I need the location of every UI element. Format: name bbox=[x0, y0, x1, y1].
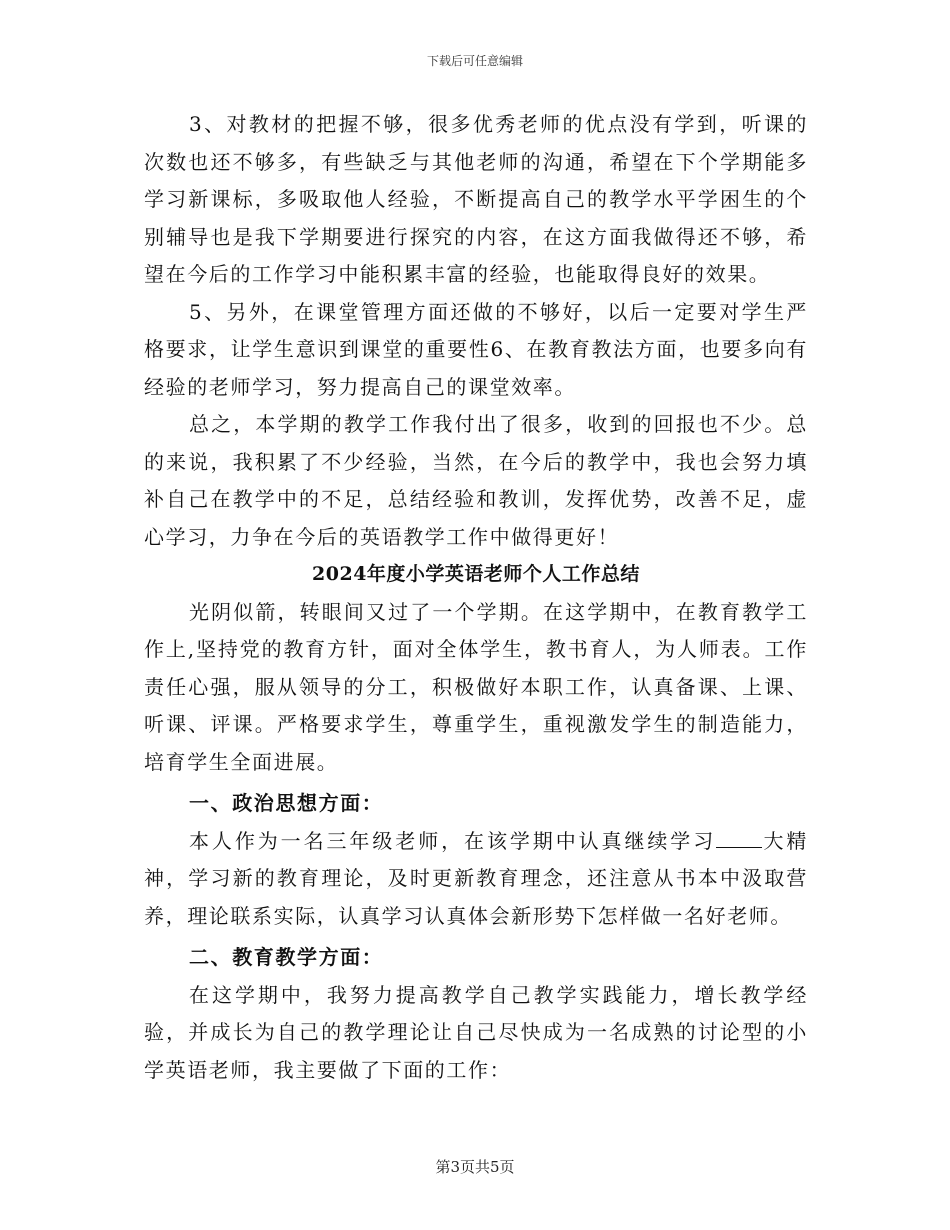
section-heading-political: 一、政治思想方面： bbox=[189, 791, 384, 815]
paragraph-political-before: 本人作为一名三年级老师，在该学期中认真继续学习 bbox=[189, 828, 717, 853]
blank-underline bbox=[716, 831, 762, 848]
paragraph-item-5: 5、另外，在课堂管理方面还做的不够好，以后一定要对学生严格要求，让学生意识到课堂的重要性6、在教育教法方面，也要多向有经验的老师学习，努力提高自己的课堂效率。 bbox=[144, 299, 808, 399]
paragraph-political bbox=[144, 823, 808, 936]
document-body bbox=[144, 106, 808, 1089]
paragraph-intro: 光阴似箭，转眼间又过了一个学期。在这学期中，在教育教学工作上,坚持党的教育方针，面对全体学生，教书育人，为人师表。工作责任心强，服从领导的分工，积极做好本职工作，认真备课、上课、听课、评课。严格要求学生，尊重学生，重视激发学生的制造能力，培育学生全面进展。 bbox=[144, 599, 808, 774]
page-footer: 第3页共5页 bbox=[435, 1158, 515, 1176]
paragraph-item-3: 3、对教材的把握不够，很多优秀老师的优点没有学到，听课的次数也还不够多，有些缺乏与其他老师的沟通，希望在下个学期能多学习新课标，多吸取他人经验，不断提高自己的教学水平学困生的个别辅导也是我下学期要进行探究的内容，在这方面我做得还不够，希望在今后的工作学习中能积累丰富的经验，也能取得良好的效果。 bbox=[144, 112, 808, 286]
paragraph-conclusion: 总之，本学期的教学工作我付出了很多，收到的回报也不少。总的来说，我积累了不少经验，当然，在今后的教学中，我也会努力填补自己在教学中的不足，总结经验和教训，发挥优势，改善不足，虚心学习，力争在今后的英语教学工作中做得更好！ bbox=[144, 412, 808, 549]
document-title: 2024年度小学英语老师个人工作总结 bbox=[312, 563, 640, 585]
section-heading-teaching: 二、教育教学方面： bbox=[189, 945, 384, 969]
paragraph-political-after: 大精神，学习新的教育理论，及时更新教育理念，还注意从书本中汲取营养，理论联系实际，认真学习认真体会新形势下怎样做一名好老师。 bbox=[144, 828, 808, 928]
page-header: 下载后可任意编辑 bbox=[426, 54, 523, 68]
paragraph-teaching: 在这学期中，我努力提高教学自己教学实践能力，增长教学经验，并成长为自己的教学理论让自己尽快成为一名成熟的讨论型的小学英语老师，我主要做了下面的工作： bbox=[144, 982, 808, 1082]
